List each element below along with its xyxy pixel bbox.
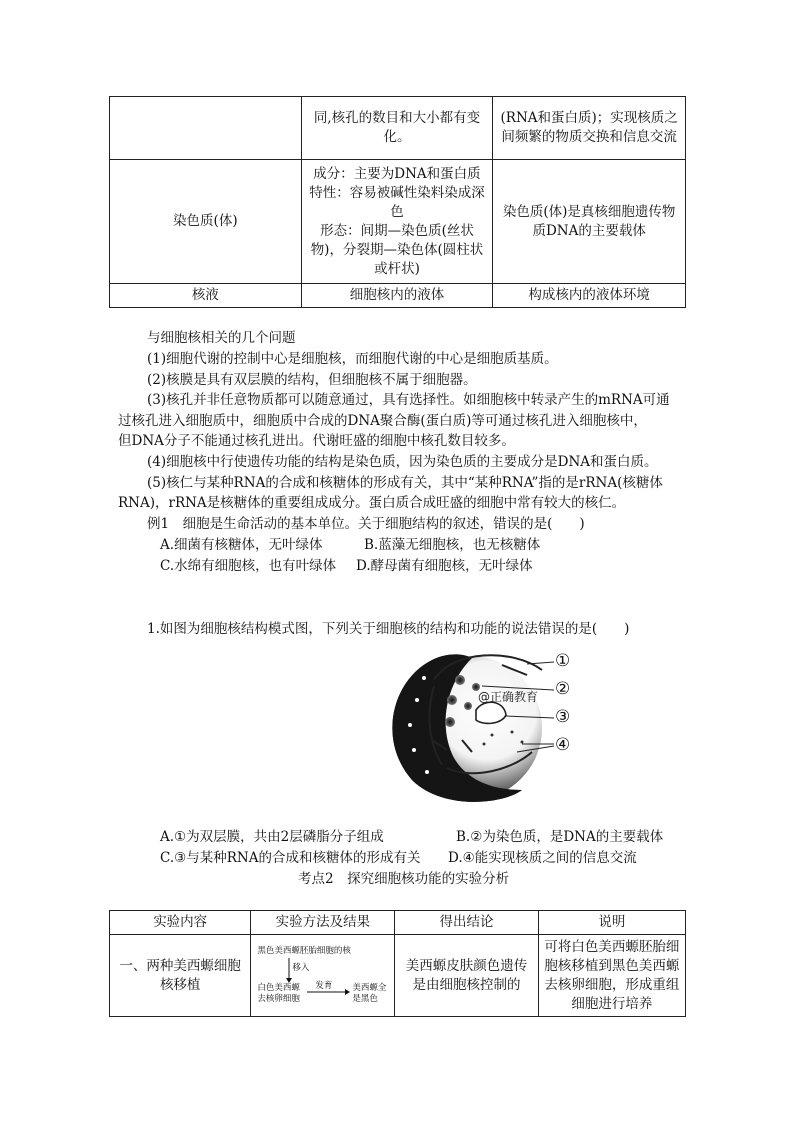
header-cell: 得出结论: [395, 911, 538, 935]
table-row: [110, 935, 686, 1017]
table-cell: 美西螈皮肤颜色遗传是由细胞核控制的: [395, 935, 538, 1017]
flow-move-label: 移入: [292, 962, 310, 973]
flow-right-line1: 美西螈全: [352, 982, 387, 993]
note-3-line1: (3)核孔并非任意物质都可以随意通过，具有选择性。如细胞核中转录产生的mRNA可通: [147, 392, 670, 408]
example-option-a: A.细菌有核糖体，无叶绿体: [160, 537, 323, 553]
example-option-c: C.水绵有细胞核，也有叶绿体: [160, 558, 337, 574]
section-title: 考点2 探究细胞核功能的实验分析: [298, 871, 510, 887]
label-4: ④: [555, 735, 571, 755]
table-cell: 染色质(体): [110, 160, 302, 284]
label-2: ②: [555, 679, 571, 699]
flow-develop-label: 发育: [315, 980, 333, 991]
table-cell: (RNA和蛋白质)；实现核质之间频繁的物质交换和信息交流: [493, 97, 686, 160]
flowchart-cell: [251, 935, 395, 1017]
question-option-d: D.④能实现核质之间的信息交流: [448, 850, 637, 866]
table-row: [110, 284, 686, 308]
question-option-c: C.③与某种RNA的合成和核糖体的形成有关: [160, 850, 421, 866]
question-option-a: A.①为双层膜，共由2层磷脂分子组成: [160, 829, 384, 845]
header-cell: 实验内容: [110, 911, 251, 935]
table-cell: 一、两种美西螈细胞核移植: [110, 935, 251, 1017]
table-cell: [110, 97, 302, 160]
watermark-text: @正确教育: [478, 690, 539, 704]
chromatin-composition: 成分：主要为DNA和蛋白质: [313, 165, 481, 182]
table-cell: 同,核孔的数目和大小都有变化。: [301, 97, 493, 160]
example-option-d: D.酵母菌有细胞核，无叶绿体: [356, 558, 533, 574]
nucleus-structure-table: [109, 96, 686, 308]
chromatin-form: 形态：间期—染色质(丝状物)，分裂期—染色体(圆柱状或杆状): [310, 222, 484, 277]
note-3-line3: 但DNA分子不能通过核孔进出。代谢旺盛的细胞中核孔数目较多。: [118, 433, 515, 449]
table-row: [110, 160, 686, 284]
question-stem: 1.如图为细胞核结构模式图，下列关于细胞核的结构和功能的说法错误的是( ): [147, 621, 630, 637]
flow-left-line2: 去核卵细胞: [257, 993, 300, 1004]
table-header-row: [110, 911, 686, 935]
table-cell: 染色质(体)是真核细胞遗传物质DNA的主要载体: [493, 160, 686, 284]
flow-top-label: 黑色美西螈胚胎细胞的核: [257, 945, 351, 956]
note-1: (1)细胞代谢的控制中心是细胞核，而细胞代谢的中心是细胞质基质。: [147, 351, 558, 367]
note-4: (4)细胞核中行使遗传功能的结构是染色质，因为染色质的主要成分是DNA和蛋白质。: [147, 454, 658, 470]
label-3: ③: [555, 707, 571, 727]
table-cell: 核液: [110, 284, 302, 308]
experiment-table: [109, 910, 686, 1017]
table-cell: 细胞核内的液体: [301, 284, 493, 308]
note-2: (2)核膜是具有双层膜的结构，但细胞核不属于细胞器。: [147, 372, 477, 388]
flow-left-line1: 白色美西螈: [257, 982, 300, 993]
note-5-line2: RNA)，rRNA是核糖体的重要组成成分。蛋白质合成旺盛的细胞中常有较大的核仁。: [118, 495, 626, 511]
label-1: ①: [555, 651, 571, 671]
table-row: [110, 97, 686, 160]
chromatin-property: 特性：容易被碱性染料染成深色: [309, 184, 485, 220]
example-option-b: B.蓝藻无细胞核，也无核糖体: [364, 537, 541, 553]
notes-heading: 与细胞核相关的几个问题: [147, 330, 296, 346]
question-option-b: B.②为染色质，是DNA的主要载体: [456, 829, 664, 845]
flow-right-line2: 是黑色: [352, 993, 378, 1004]
header-cell: 说明: [538, 911, 685, 935]
header-cell: 实验方法及结果: [251, 911, 395, 935]
note-3-line2: 过核孔进入细胞质中，细胞质中合成的DNA聚合酶(蛋白质)等可通过核孔进入细胞核中，: [118, 413, 647, 429]
example-stem: 例1 细胞是生命活动的基本单位。关于细胞结构的叙述，错误的是( ): [147, 516, 585, 532]
flow-arrows: [251, 936, 394, 1016]
table-cell: [301, 160, 493, 284]
table-cell: 构成核内的液体环境: [493, 284, 686, 308]
note-5-line1: (5)核仁与某种RNA的合成和核糖体的形成有关，其中“某种RNA”指的是rRNA(核糖体: [147, 475, 663, 491]
nucleus-diagram: [372, 640, 592, 808]
table-cell: 可将白色美西螈胚胎细胞核移植到黑色美西螈去核卵细胞，形成重组细胞进行培养: [538, 935, 685, 1017]
